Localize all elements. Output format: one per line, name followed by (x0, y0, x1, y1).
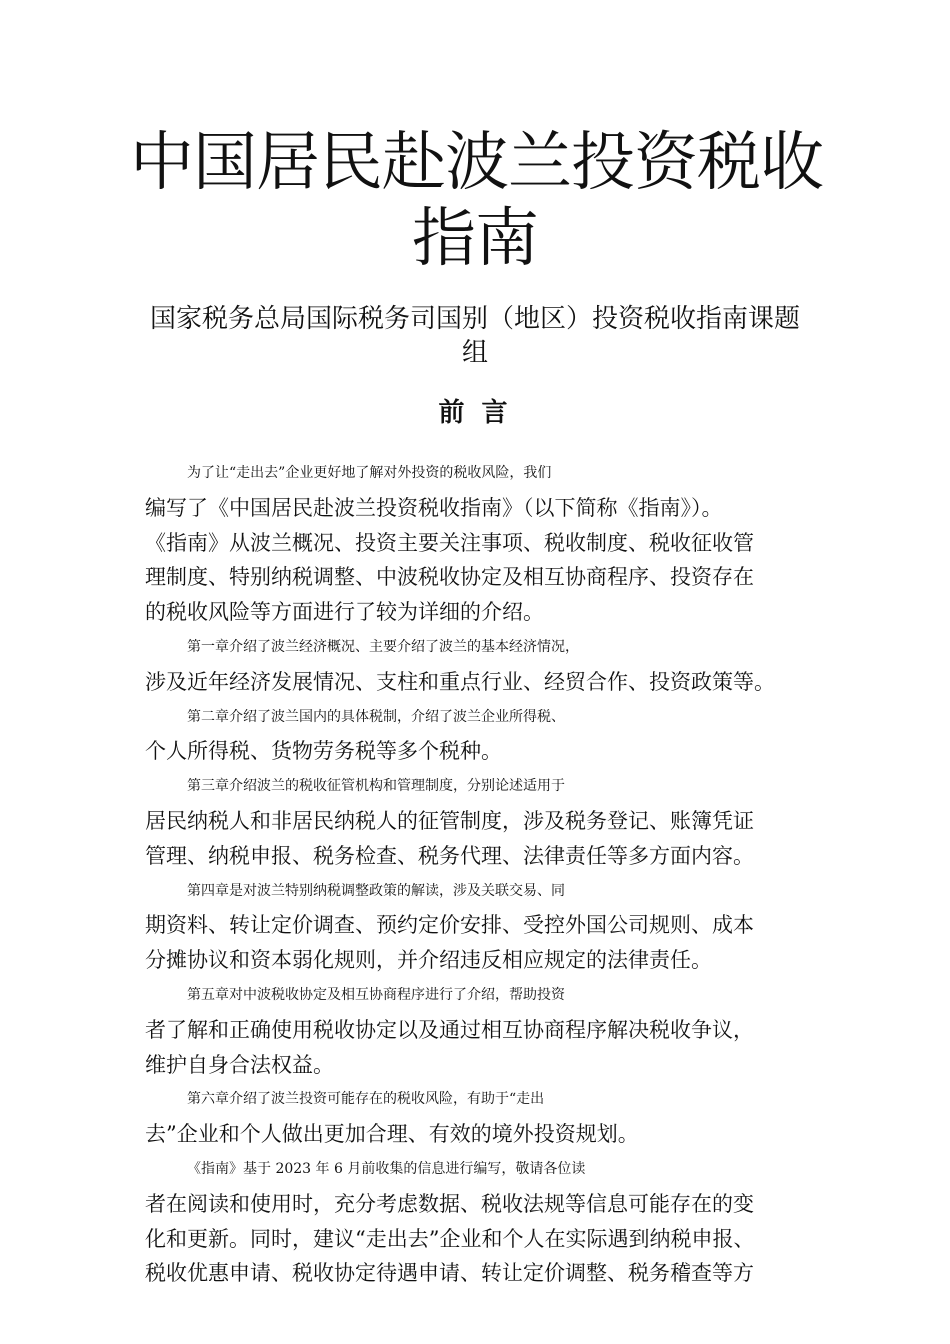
document-author-line: 组 (461, 338, 488, 368)
preface-line: 第五章对中波税收协定及相互协商程序进行了介绍，帮助投资 (187, 986, 565, 1003)
document-author-line: 国家税务总局国际税务司国别（地区）投资税收指南课题 (149, 304, 800, 334)
document-title (130, 125, 823, 277)
preface-line: 管理、纳税申报、税务检查、税务代理、法律责任等多方面内容。 (145, 843, 754, 868)
section-heading-preface: 前 言 (438, 398, 512, 428)
preface-line: 者了解和正确使用税收协定以及通过相互协商程序解决税收争议， (145, 1017, 754, 1042)
preface-line: 理制度、特别纳税调整、中波税收协定及相互协商程序、投资存在 (145, 565, 754, 590)
preface-line: 第四章是对波兰特别纳税调整政策的解读，涉及关联交易、同 (187, 882, 565, 899)
preface-line: 编写了《中国居民赴波兰投资税收指南》（以下简称《指南》）。 (145, 495, 723, 520)
preface-body (145, 456, 805, 1291)
preface-line: 税收优惠申请、税收协定待遇申请、转让定价调整、税务稽查等方 (145, 1261, 754, 1286)
preface-line: 者在阅读和使用时，充分考虑数据、税收法规等信息可能存在的变 (145, 1191, 754, 1216)
preface-line: 第三章介绍波兰的税收征管机构和管理制度，分别论述适用于 (187, 778, 565, 795)
document-author (130, 302, 820, 370)
preface-line: 分摊协议和资本弱化规则，并介绍违反相应规定的法律责任。 (145, 948, 712, 973)
preface-line: 个人所得税、货物劳务税等多个税种。 (145, 739, 502, 764)
preface-line: 期资料、转让定价调查、预约定价安排、受控外国公司规则、成本 (145, 913, 754, 938)
preface-line: 化和更新。同时，建议“走出去”企业和个人在实际遇到纳税申报、 (145, 1226, 755, 1251)
preface-line: 的税收风险等方面进行了较为详细的介绍。 (145, 600, 544, 625)
preface-line: 《指南》基于 2023 年 6 月前收集的信息进行编写，敬请各位读 (187, 1160, 586, 1177)
preface-line: 涉及近年经济发展情况、支柱和重点行业、经贸合作、投资政策等。 (145, 669, 775, 694)
preface-line: 第二章介绍了波兰国内的具体税制，介绍了波兰企业所得税、 (187, 708, 565, 725)
preface-line: 第六章介绍了波兰投资可能存在的税收风险，有助于“走出 (187, 1091, 545, 1108)
preface-line: 居民纳税人和非居民纳税人的征管制度，涉及税务登记、账簿凭证 (145, 808, 754, 833)
preface-line: 去”企业和个人做出更加合理、有效的境外投资规划。 (145, 1122, 639, 1147)
preface-line: 《指南》从波兰概况、投资主要关注事项、税收制度、税收征收管 (145, 530, 754, 555)
preface-line: 维护自身合法权益。 (145, 1052, 334, 1077)
document-title-line: 指南 (412, 202, 538, 276)
document-title-line: 中国居民赴波兰投资税收 (130, 126, 823, 200)
preface-line: 为了让“走出去”企业更好地了解对外投资的税收风险，我们 (187, 465, 552, 481)
preface-line: 第一章介绍了波兰经济概况、主要介绍了波兰的基本经济情况， (187, 638, 579, 655)
